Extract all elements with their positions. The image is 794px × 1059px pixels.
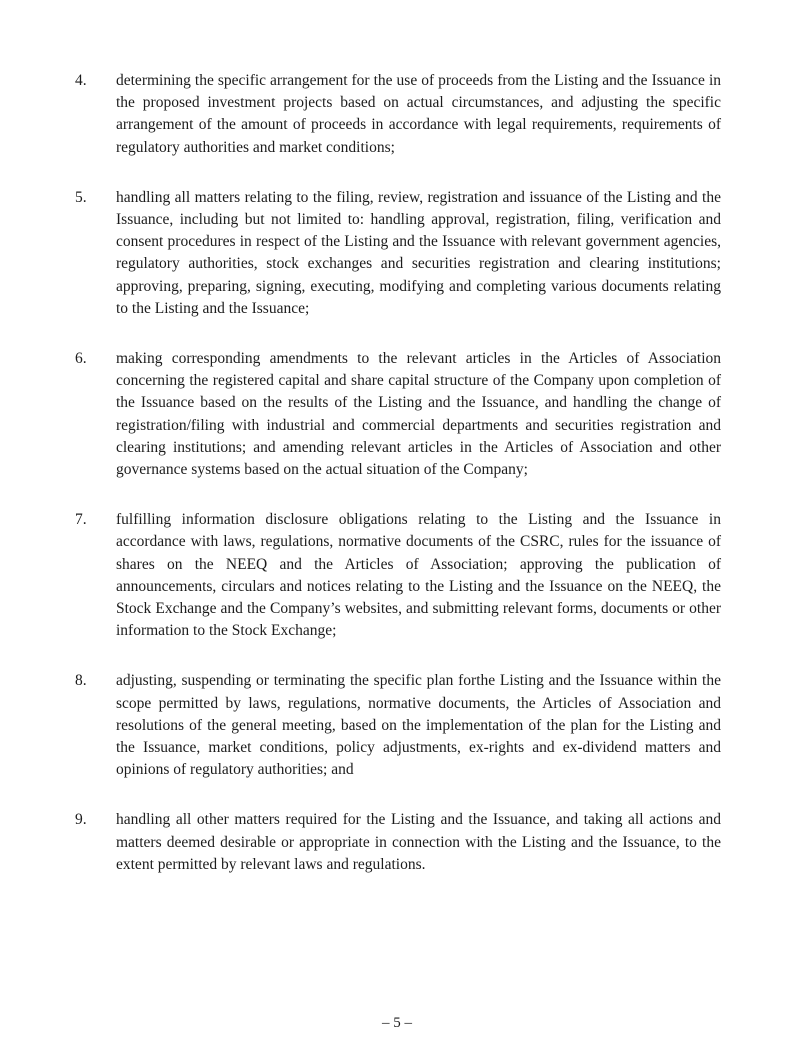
list-item-number: 9. (75, 811, 87, 829)
list-item-text: fulfilling information disclosure obligations relating to the Listing and the Issuance in accordance with laws, regulations, normative documents of the CSRC, rules for the issuance of shares on the NEEQ and the Articles of Association; approving the publication of announcements, circulars and notices relating to the Listing and the Issuance on the NEEQ, the Stock Exchange and the Company’s websites, and submitting relevant forms, documents or other information to the Stock Exchange; (116, 511, 721, 640)
list-item-text: determining the specific arrangement for the use of proceeds from the Listing and the Issuance in the proposed investment projects based on actual circumstances, and adjusting the specific arrangement of the amount of proceeds in accordance with legal requirements, requirements of regulatory authorities and market conditions; (116, 72, 721, 156)
list-item (75, 187, 721, 320)
list-item-text: adjusting, suspending or terminating the specific plan forthe Listing and the Issuance within the scope permitted by laws, regulations, normative documents, the Articles of Association and resolutions of the general meeting, based on the implementation of the plan for the Listing and the Issuance, market conditions, policy adjustments, ex-rights and ex-dividend matters and opinions of regulatory authorities; and (116, 672, 721, 779)
list-item-number: 4. (75, 72, 87, 89)
list-item (75, 670, 721, 781)
list-item-number: 6. (75, 350, 87, 368)
list-item-text: making corresponding amendments to the relevant articles in the Articles of Association concerning the registered capital and share capital structure of the Company upon completion of the Issuance based on the results of the Listing and the Issuance, and handling the change of registration/filing with industrial and commercial departments and securities registration and clearing institutions; and amending relevant articles in the Articles of Association and other governance systems based on the actual situation of the Company; (116, 350, 721, 479)
page-number: – 5 – (382, 1015, 412, 1031)
list-item (75, 70, 721, 159)
list-item-number: 8. (75, 672, 87, 690)
list-item-number: 5. (75, 188, 87, 206)
page-footer (0, 1013, 794, 1033)
list-item (75, 809, 721, 876)
list-item-text: handling all other matters required for the Listing and the Issuance, and taking all actions and matters deemed desirable or appropriate in connection with the Listing and the Issuance, to the extent permitted by relevant laws and regulations. (116, 811, 721, 873)
list-item-text: handling all matters relating to the filing, review, registration and issuance of the Listing and the Issuance, including but not limited to: handling approval, registration, filing, verification and consent procedures in respect of the Listing and the Issuance with relevant government agencies, regulatory authorities, stock exchanges and securities registration and clearing institutions; approving, preparing, signing, executing, modifying and completing various documents relating to the Listing and the Issuance; (116, 188, 721, 317)
list-item (75, 509, 721, 642)
list-item (75, 348, 721, 481)
numbered-list (75, 70, 721, 904)
list-item-number: 7. (75, 511, 87, 529)
